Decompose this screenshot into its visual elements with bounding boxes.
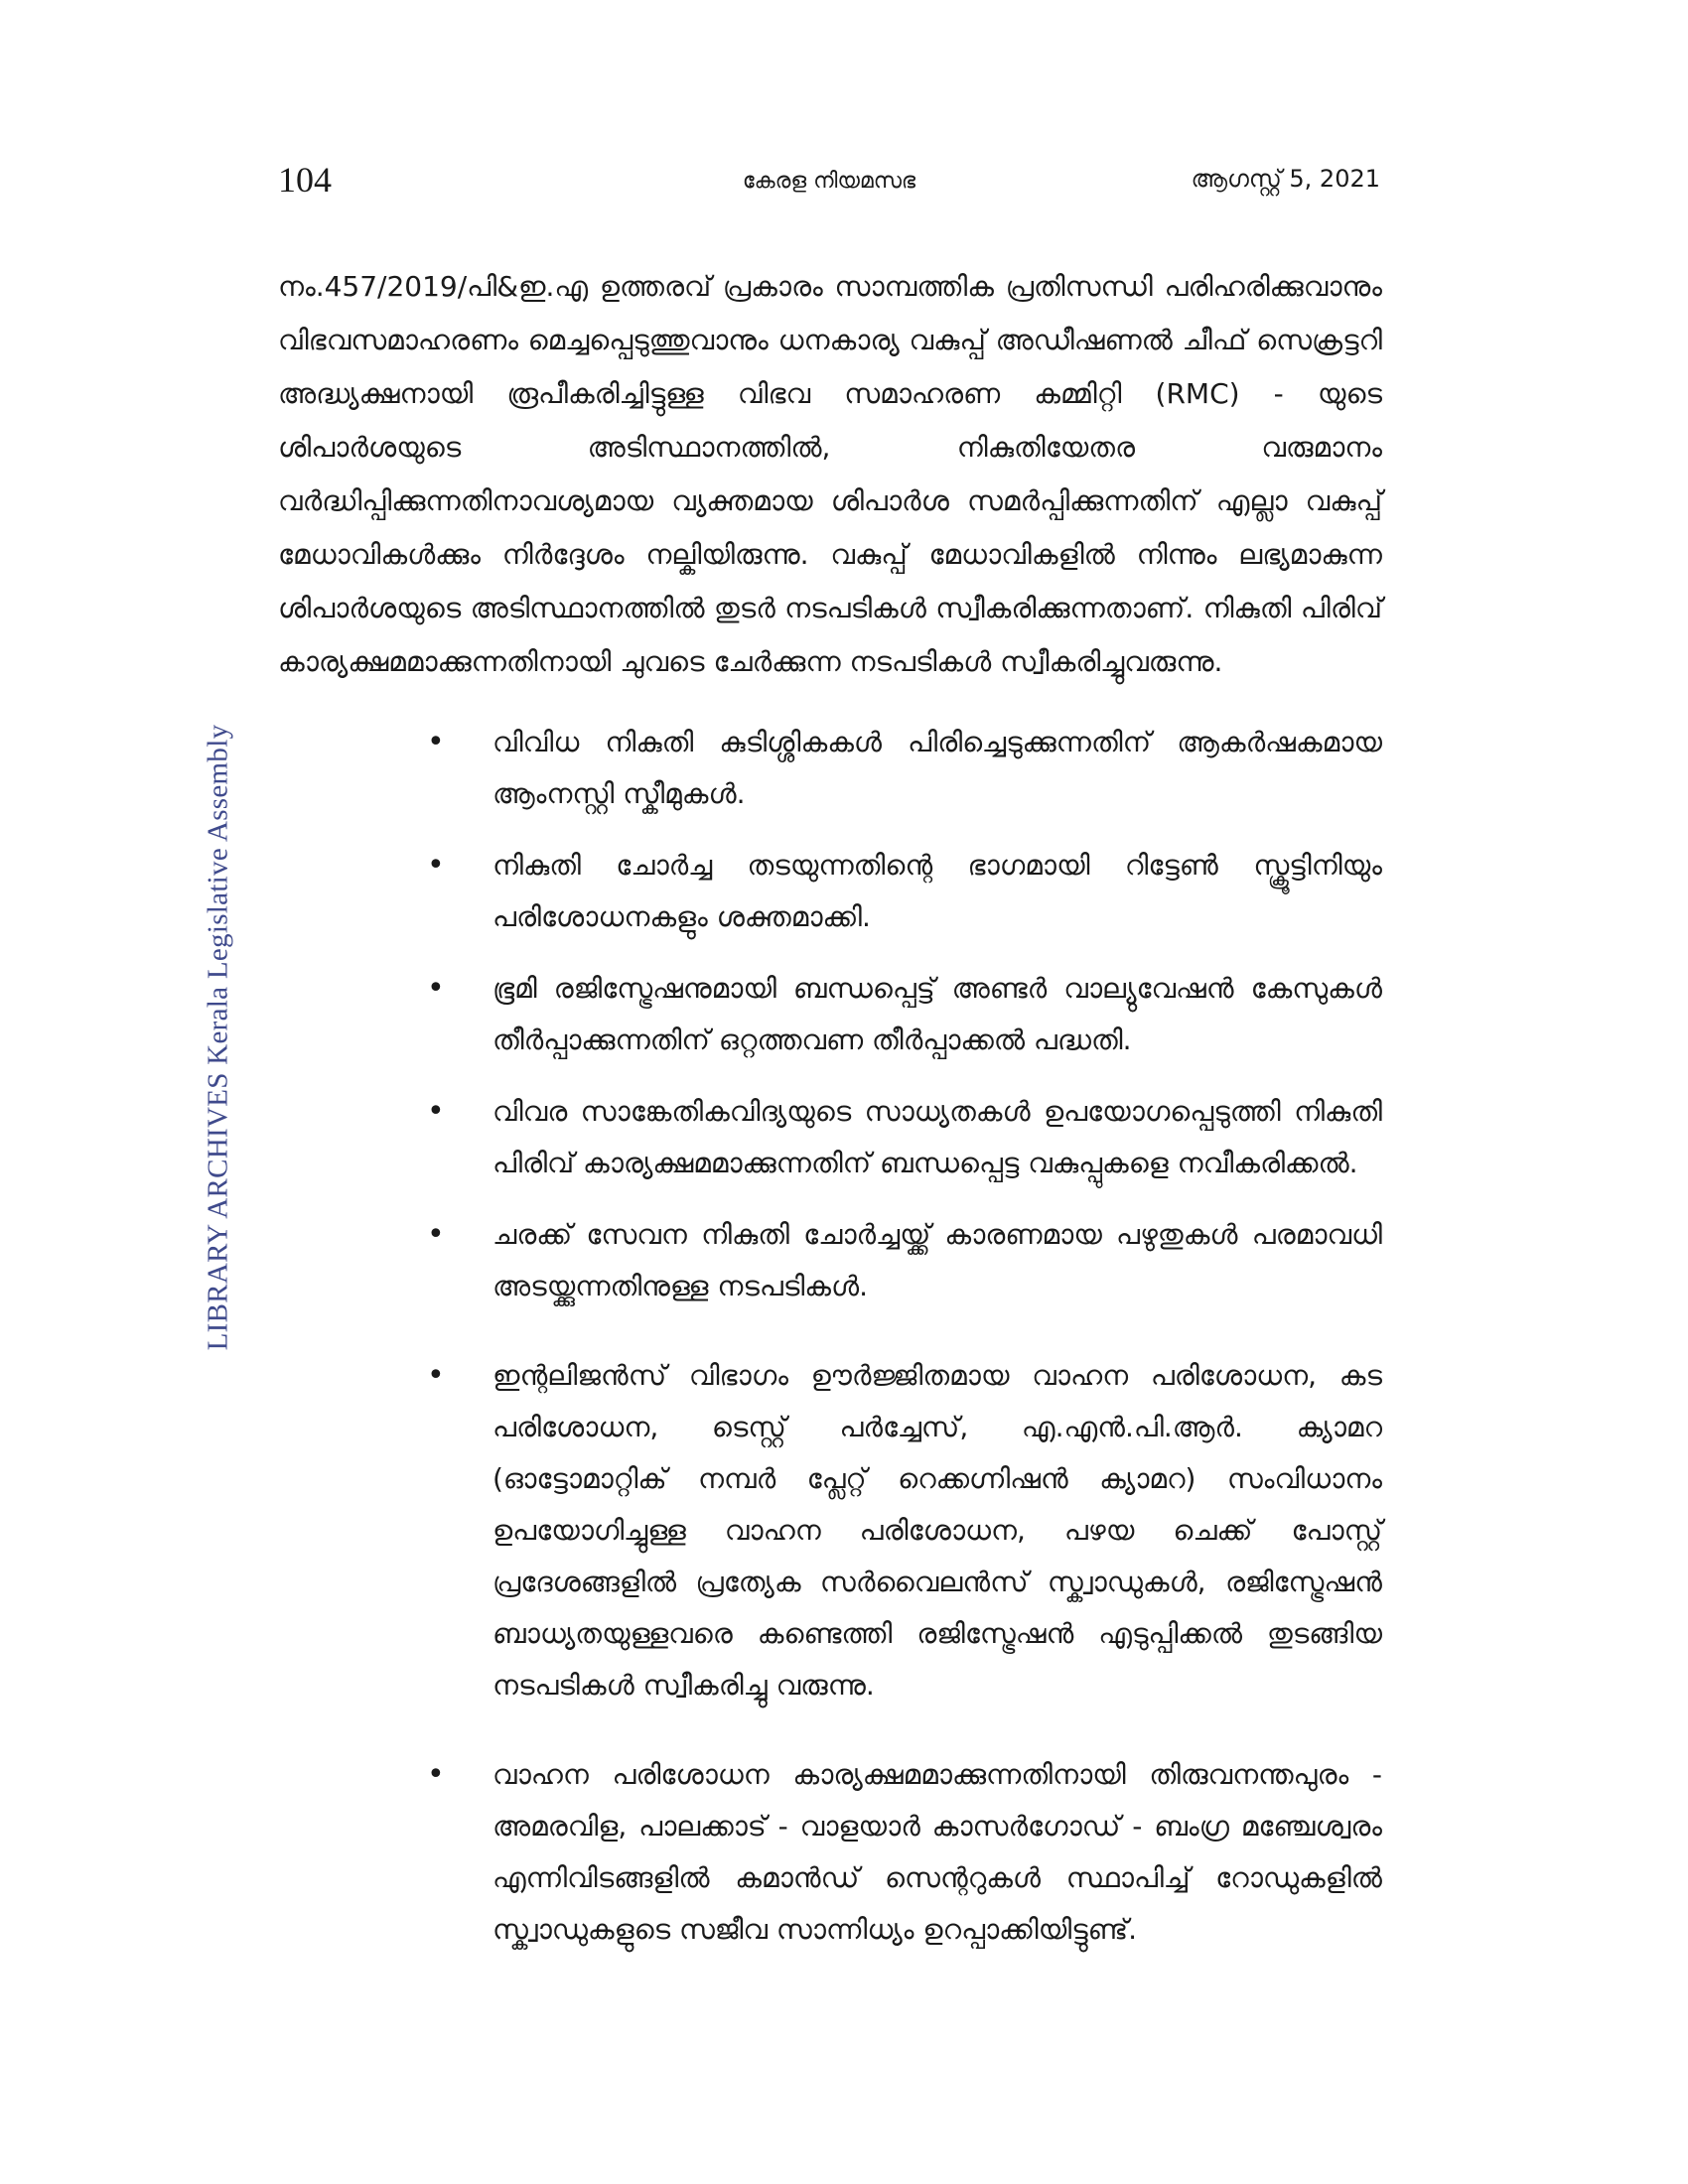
measures-list (427, 717, 1382, 1976)
archive-watermark: LIBRARY ARCHIVES Kerala Legislative Assembly (202, 724, 234, 1351)
list-item: • വിവര സാങ്കേതികവിദ്യയുടെ സാധ്യതകൾ ഉപയോഗപ്പെടുത്തി നികുതി പിരിവ് കാര്യക്ഷമമാക്കുന്നതിന് ബന്ധപ്പെട്ട വകുപ്പുകളെ നവീകരിക്കൽ. (427, 1086, 1382, 1189)
list-item: • ഇന്റലിജൻസ് വിഭാഗം ഊർജ്ജിതമായ വാഹന പരിശോധന, കട പരിശോധന, ടെസ്റ്റ് പർച്ചേസ്, എ.എൻ.പി.ആർ. ക്യാമറ (ഓട്ടോമാറ്റിക് നമ്പർ പ്ലേറ്റ് റെക്കഗ്നിഷൻ ക്യാമറ) സംവിധാനം ഉപയോഗിച്ചുള്ള വാഹന പരിശോധന, പഴയ ചെക്ക് പോസ്റ്റ് പ്രദേശങ്ങളിൽ പ്രത്യേക സർവൈലൻസ് സ്ക്വാഡുകൾ, രജിസ്ട്രേഷൻ ബാധ്യതയുള്ളവരെ കണ്ടെത്തി രജിസ്ട്രേഷൻ എടുപ്പിക്കൽ തുടങ്ങിയ നടപടികൾ സ്വീകരിച്ചു വരുന്നു. (427, 1350, 1382, 1711)
page-header (278, 159, 1380, 208)
body-paragraph: നം.457/2019/പി&ഇ.എ ഉത്തരവ് പ്രകാരം സാമ്പത്തിക പ്രതിസന്ധി പരിഹരിക്കുവാനും വിഭവസമാഹരണം മെച്ചപ്പെടുത്തുവാനും ധനകാര്യ വകുപ്പ് അഡീഷണൽ ചീഫ് സെക്രട്ടറി അദ്ധ്യക്ഷനായി രൂപീകരിച്ചിട്ടുള്ള വിഭവ സമാഹരണ കമ്മിറ്റി (RMC) - യുടെ ശിപാർശയുടെ അടിസ്ഥാനത്തിൽ, നികുതിയേതര വരുമാനം വർദ്ധിപ്പിക്കുന്നതിനാവശ്യമായ വ്യക്തമായ ശിപാർശ സമർപ്പിക്കുന്നതിന് എല്ലാ വകുപ്പ് മേധാവികൾക്കും നിർദ്ദേശം നല്കിയിരുന്നു. വകുപ്പ് മേധാവികളിൽ നിന്നും ലഭ്യമാകുന്ന ശിപാർശയുടെ അടിസ്ഥാനത്തിൽ തുടർ നടപടികൾ സ്വീകരിക്കുന്നതാണ്. നികുതി പിരിവ് കാര്യക്ഷമമാക്കുന്നതിനായി ചുവടെ ചേർക്കുന്ന നടപടികൾ സ്വീകരിച്ചുവരുന്നു. (278, 270, 1382, 678)
list-item: • ചരക്ക് സേവന നികുതി ചോർച്ചയ്ക്ക് കാരണമായ പഴുതുകൾ പരമാവധി അടയ്ക്കുന്നതിനുള്ള നടപടികൾ. (427, 1209, 1382, 1312)
running-title: കേരള നിയമസഭ (742, 169, 916, 194)
list-item: • വാഹന പരിശോധന കാര്യക്ഷമമാക്കുന്നതിനായി തിരുവനന്തപുരം - അമരവിള, പാലക്കാട് - വാളയാർ കാസർഗോഡ് - ബംഗ്ര മഞ്ചേശ്വരം എന്നിവിടങ്ങളിൽ കമാൻഡ് സെന്ററുകൾ സ്ഥാപിച്ച് റോഡുകളിൽ സ്ക്വാഡുകളുടെ സജീവ സാന്നിധ്യം ഉറപ്പാക്കിയിട്ടുണ്ട്. (427, 1749, 1382, 1956)
list-item: • ഭൂമി രജിസ്ട്രേഷനുമായി ബന്ധപ്പെട്ട് അണ്ടർ വാല്യുവേഷൻ കേസുകൾ തീർപ്പാക്കുന്നതിന് ഒറ്റത്തവണ തീർപ്പാക്കൽ പദ്ധതി. (427, 963, 1382, 1066)
header-date: ആഗസ്റ്റ് 5, 2021 (1191, 165, 1380, 193)
page-number: 104 (278, 160, 332, 200)
list-item: • നികുതി ചോർച്ച തടയുന്നതിന്റെ ഭാഗമായി റിട്ടേൺ സ്ക്രൂട്ടിനിയും പരിശോധനകളും ശക്തമാക്കി. (427, 840, 1382, 943)
list-item: • വിവിധ നികുതി കുടിശ്ശികകൾ പിരിച്ചെടുക്കുന്നതിന് ആകർഷകമായ ആംനസ്റ്റി സ്കീമുകൾ. (427, 717, 1382, 820)
